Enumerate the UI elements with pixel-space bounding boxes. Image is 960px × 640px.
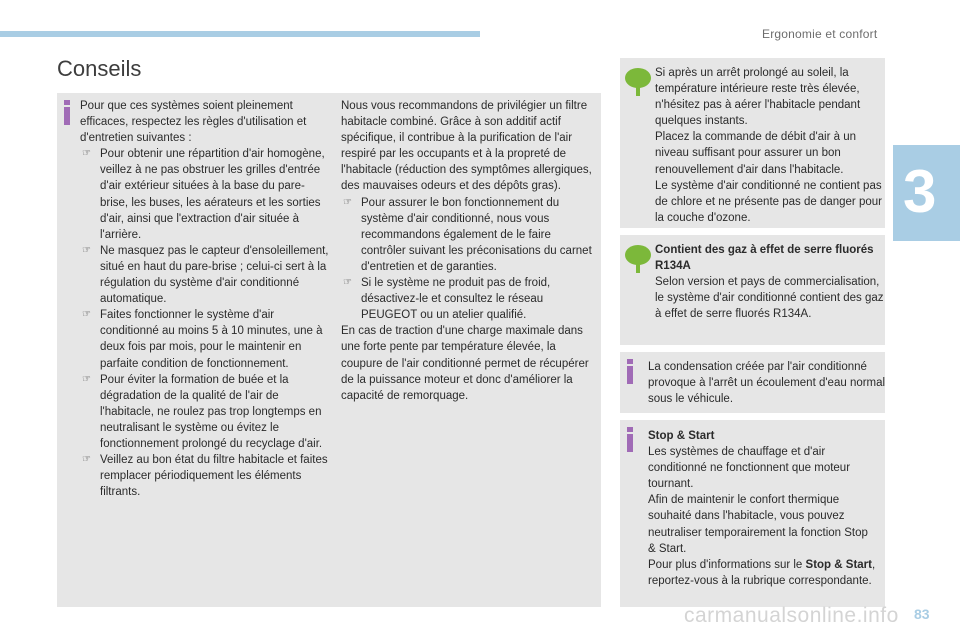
pointer-bullet-icon: ☞: [82, 373, 91, 385]
page-number: 83: [914, 606, 930, 622]
advice-intro: Pour que ces systèmes soient pleinement efficaces, respectez les règles d'utilisation et d'entretien suivantes :: [80, 100, 307, 145]
section-title: Ergonomie et confort: [762, 27, 878, 41]
list-item: [341, 275, 596, 323]
info-text-bold: Stop & Start: [805, 558, 872, 571]
info-body: Afin de maintenir le confort thermique souhaité dans l'habitacle, vous pouvez neutraliser temporairement la fonction Stop & Start.: [648, 494, 868, 555]
eco-tree-icon: [625, 245, 651, 273]
towing-advice: En cas de traction d'une charge maximale dans une forte pente par température élevée, la coupure de l'air conditionné permet de récupérer de la puissance moteur et donc d'améliorer la capacité de remorquage.: [341, 325, 589, 402]
pointer-bullet-icon: ☞: [82, 454, 91, 466]
pointer-bullet-icon: ☞: [343, 196, 352, 208]
eco-tip-sun-text: [655, 65, 885, 226]
info-icon: [627, 366, 633, 384]
info-text: , reportez-vous à la rubrique correspondante.: [648, 558, 876, 587]
list-item: [341, 195, 596, 275]
tip-line: Le système d'air conditionné ne contient pas de chlore et ne présente pas de danger pour la couche d'ozone.: [655, 179, 882, 224]
info-condensation-text: [648, 359, 888, 407]
tip-body: Selon version et pays de commercialisation, le système d'air conditionné contient des gaz à effet de serre fluorés R134A.: [655, 276, 884, 321]
list-item: [80, 452, 330, 500]
list-item: [80, 146, 330, 243]
list-item-text: Pour assurer le bon fonctionnement du système d'air conditionné, nous vous recommandons également de le faire contrôler suivant les préconisations du carnet d'entretien et de garanties.: [361, 196, 592, 273]
eco-tip-gas-text: [655, 242, 885, 322]
list-item: [80, 307, 330, 371]
page-heading: Conseils: [57, 56, 142, 81]
advice-left-column: [80, 98, 330, 500]
list-item: [80, 372, 330, 452]
info-body: La condensation créée par l'air conditionné provoque à l'arrêt un écoulement d'eau normal sous le véhicule.: [648, 361, 886, 406]
tip-title: Contient des gaz à effet de serre fluorés R134A: [655, 244, 874, 273]
pointer-bullet-icon: ☞: [82, 309, 91, 321]
list-item-text: Pour éviter la formation de buée et la dégradation de la qualité de l'air de l'habitacle, ne roulez pas trop longtemps en neutralisant le système ou évitez le fonctionnement prolongé du recyclage d'air.: [100, 373, 323, 450]
list-item-text: Pour obtenir une répartition d'air homogène, veillez à ne pas obstruer les grilles d'entrée d'air extérieur situées à la base du pare-brise, les buses, les aérateurs et les sorties d'air, ainsi que l'extraction d'air située à l'arrière.: [100, 148, 325, 241]
info-title: Stop & Start: [648, 430, 715, 442]
tip-line: Placez la commande de débit d'air à un niveau suffisant pour assurer un bon renouvellement d'air dans l'habitacle.: [655, 131, 857, 176]
pointer-bullet-icon: ☞: [343, 277, 352, 289]
pointer-bullet-icon: ☞: [82, 244, 91, 256]
list-item: [80, 243, 330, 307]
info-body: [648, 557, 878, 589]
chapter-number: 3: [903, 158, 937, 225]
advice-middle-column: [341, 98, 596, 404]
pointer-bullet-icon: ☞: [82, 148, 91, 160]
eco-tree-icon: [625, 68, 651, 96]
list-item-text: Ne masquez pas le capteur d'ensoleillement, situé en haut du pare-brise ; celui-ci sert à la régulation du système d'air conditionné automatique.: [100, 244, 329, 306]
info-body: Les systèmes de chauffage et d'air conditionné ne fonctionnent que moteur tournant.: [648, 446, 851, 491]
info-icon: [64, 107, 70, 125]
info-stop-start-text: [648, 428, 878, 589]
list-item-text: Veillez au bon état du filtre habitacle et faites remplacer périodiquement les éléments filtrants.: [100, 454, 328, 499]
tip-line: Si après un arrêt prolongé au soleil, la température intérieure reste très élevée, n'hésitez pas à aérer l'habitacle pendant quelques instants.: [655, 67, 861, 128]
list-item-text: Si le système ne produit pas de froid, désactivez-le et consultez le réseau PEUGEOT ou un atelier qualifié.: [361, 277, 551, 322]
filter-recommendation: Nous vous recommandons de privilégier un filtre habitacle combiné. Grâce à son additif actif spécifique, il contribue à la purification de l'air respiré par les occupants et à la propreté de l'habitacle (réduction des symptômes allergiques, des mauvaises odeurs et des dépôts gras).: [341, 100, 592, 193]
watermark: carmanualsonline.info: [684, 604, 899, 627]
list-item-text: Faites fonctionner le système d'air conditionné au moins 5 à 10 minutes, une à deux fois par mois, pour le maintenir en parfaite condition de fonctionnement.: [100, 309, 323, 370]
info-icon: [627, 434, 633, 452]
info-text: Pour plus d'informations sur le: [648, 558, 806, 571]
header-accent-bar: [0, 31, 480, 37]
